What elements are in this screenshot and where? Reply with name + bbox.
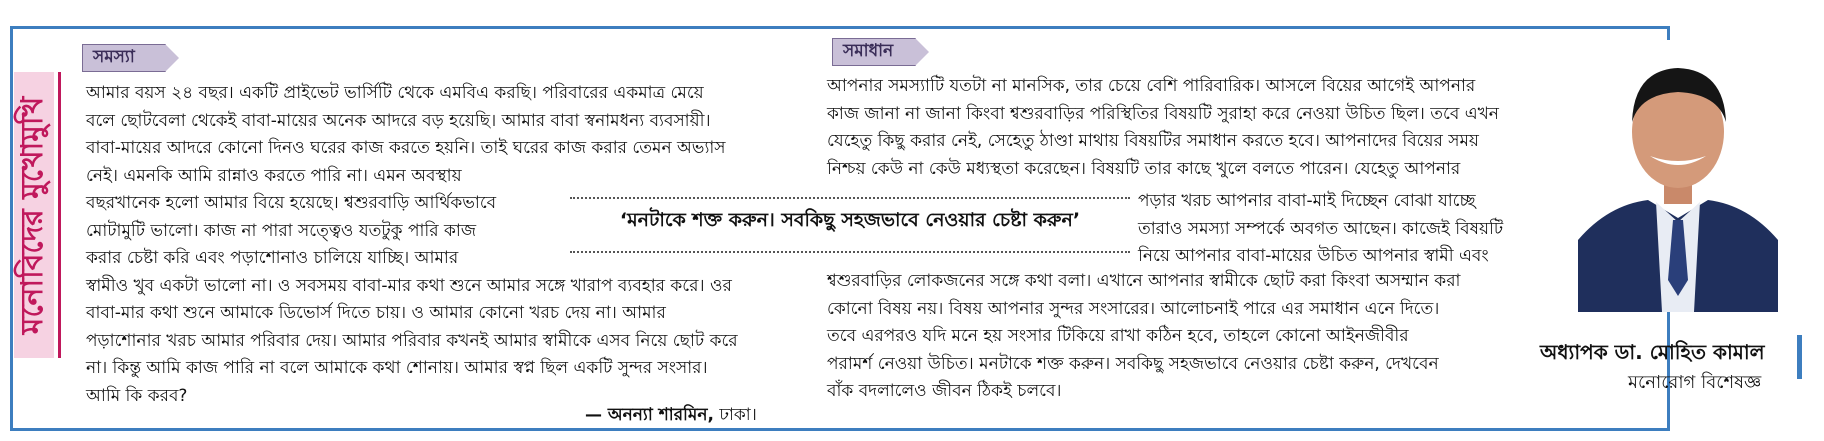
solution-line: পরামর্শ নেওয়া উচিত। মনটাকে শক্ত করুন। সবকিছু সহজভাবে নেওয়ার চেষ্টা করুন, দেখবেন — [827, 353, 1439, 374]
problem-line: পড়াশোনার খরচ আমার পরিবার দেয়। আমার পরিবার কখনই আমার স্বামীকে এসব নিয়ে ছোট করে — [86, 330, 738, 351]
signature-name: — অনন্যা শারমিন, — [585, 405, 714, 425]
reader-signature — [585, 402, 757, 430]
solution-line: পড়ার খরচ আপনার বাবা-মাই দিচ্ছেন বোঝা যাচ্ছে — [1138, 191, 1476, 211]
quote-rule-bottom — [570, 251, 1130, 253]
solution-text-right — [1138, 188, 1503, 271]
problem-line: বাবা-মার কথা শুনে আমাকে ডিভোর্স দিতে চায়। ও আমার কোনো খরচ দেয় না। আমার — [86, 303, 666, 323]
solution-text-bottom — [827, 268, 1460, 406]
solution-line: তারাও সমস্যা সম্পর্কে অবগত আছেন। কাজেই বিষয়টি — [1138, 218, 1504, 239]
signature-city: ঢাকা। — [713, 405, 757, 425]
problem-line: বলে ছোটবেলা থেকেই বাবা-মায়ের অনেক আদরে বড় হয়েছি। আমার বাবা স্বনামধন্য ব্যবসায়ী। — [86, 110, 711, 131]
solution-text-top — [827, 73, 1499, 183]
solution-line: শ্বশুরবাড়ির লোকজনের সঙ্গে কথা বলা। এখানে আপনার স্বামীকে ছোট করা কিংবা অসম্মান করা — [827, 271, 1461, 291]
problem-line: বছরখানেক হলো আমার বিয়ে হয়েছে। শ্বশুরবাড়ি আর্থিকভাবে — [86, 193, 497, 213]
section-title — [14, 72, 54, 358]
problem-line: নেই। এমনকি আমি রান্নাও করতে পারি না। এমন অবস্থায় — [86, 165, 462, 186]
problem-line: আমার বয়স ২৪ বছর। একটি প্রাইভেট ভার্সিটি থেকে এমবিএ করছি। পরিবারের একমাত্র মেয়ে — [86, 83, 704, 103]
solution-line: বাঁক বদলালেও জীবন ঠিকই চলবে। — [827, 381, 1062, 401]
solution-tag: সমাধান — [832, 38, 916, 66]
pull-quote: ‘মনটাকে শক্ত করুন। সবকিছু সহজভাবে নেওয়ার চেষ্টা করুন’ — [619, 209, 1081, 231]
quote-rule-top — [570, 197, 1130, 199]
problem-line: বাবা-মায়ের আদরে কোনো দিনও ঘরের কাজ করতে হয়নি। তাই ঘরের কাজ করার তেমন অভ্যাস — [86, 138, 726, 158]
solution-line: কোনো বিষয় নয়। বিষয় আপনার সুন্দর সংসারের। আলোচনাই পারে এর সমাধান এনে দিতে। — [827, 298, 1440, 319]
solution-line: নিয়ে আপনার বাবা-মায়ের উচিত আপনার স্বামী এবং — [1138, 246, 1489, 266]
accent-bar — [1797, 335, 1802, 379]
problem-line: না। কিন্তু আমি কাজ পারি না বলে আমাকে কথা শোনায়। আমার স্বপ্ন ছিল একটি সুন্দর সংসার। — [86, 358, 708, 378]
author-photo — [1578, 40, 1778, 312]
problem-line: স্বামীও খুব একটা ভালো না। ও সবসময় বাবা-মার কথা শুনে আমার সঙ্গে খারাপ ব্যবহার করে। ওর — [86, 275, 732, 296]
solution-line: যেহেতু কিছু করার নেই, সেহেতু ঠাণ্ডা মাথায় বিষয়টির সমাধান করতে হবে। আপনাদের বিয়ের সময় — [827, 131, 1479, 151]
author-title: মনোরোগ বিশেষজ্ঞ — [1628, 372, 1762, 393]
problem-tag: সমস্যা — [82, 44, 166, 72]
problem-line: করার চেষ্টা করি এবং পড়াশোনাও চালিয়ে যাচ্ছি। আমার — [86, 248, 459, 268]
problem-text — [86, 80, 738, 410]
section-divider — [58, 72, 61, 358]
solution-line: কাজ জানা না জানা কিংবা শ্বশুরবাড়ির পরিস্থিতির বিষয়টি সুরাহা করে নেওয়া উচিত ছিল। তবে এখন — [827, 103, 1499, 124]
problem-line: মোটামুটি ভালো। কাজ না পারা সত্ত্বেও যতটুকু পারি কাজ — [86, 220, 477, 241]
solution-line: তবে এরপরও যদি মনে হয় সংসার টিকিয়ে রাখা কঠিন হবে, তাহলে কোনো আইনজীবীর — [827, 326, 1409, 346]
section-title-text: মনোবিদের মুখোমুখি — [15, 96, 51, 334]
solution-line: নিশ্চয় কেউ না কেউ মধ্যস্থতা করেছেন। বিষয়টি তার কাছে খুলে বলতে পারেন। যেহেতু আপনার — [827, 158, 1461, 179]
solution-line: আপনার সমস্যাটি যতটা না মানসিক, তার চেয়ে বেশি পারিবারিক। আসলে বিয়ের আগেই আপনার — [827, 76, 1476, 96]
problem-line: আমি কি করব? — [86, 385, 188, 406]
author-name: অধ্যাপক ডা. মোহিত কামাল — [1540, 340, 1765, 364]
